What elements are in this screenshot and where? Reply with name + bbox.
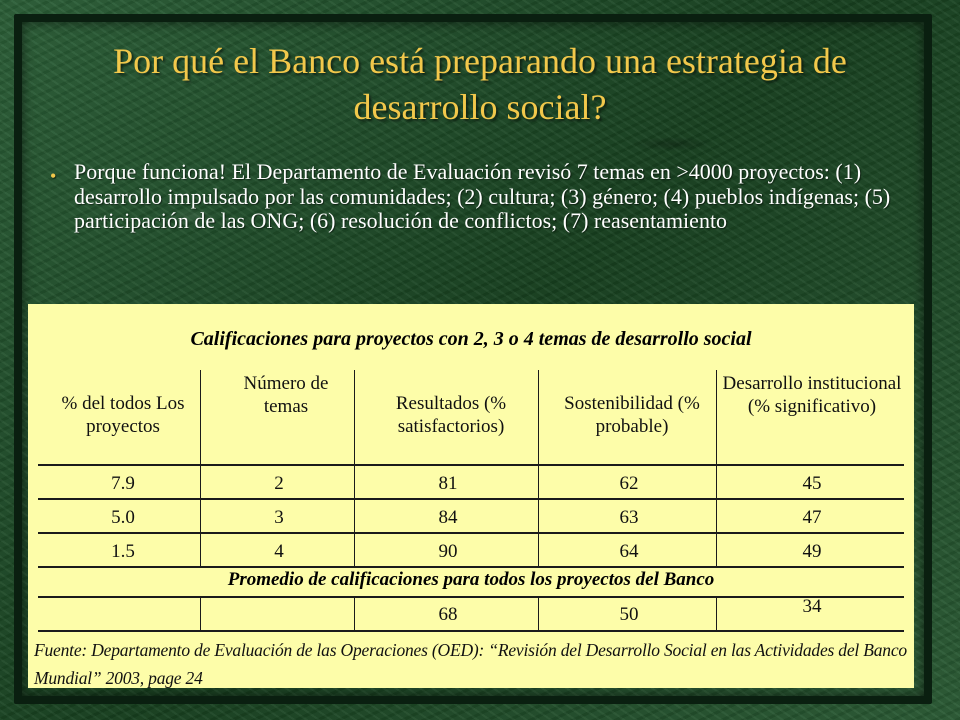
average-cell: 34 xyxy=(802,596,822,617)
table-cell: 90 xyxy=(438,541,458,562)
header-sustainability: Sostenibilidad (% probable) xyxy=(564,393,700,437)
table-cell: 47 xyxy=(802,507,822,528)
row-divider xyxy=(38,464,904,466)
row-divider xyxy=(38,532,904,534)
ratings-table xyxy=(28,304,914,688)
table-title: Calificaciones para proyectos con 2, 3 o 4 temas de desarrollo social xyxy=(190,328,752,350)
table-cell: 81 xyxy=(438,473,458,494)
slide-title: Por qué el Banco está preparando una estrategia de desarrollo social? xyxy=(113,41,847,127)
col-divider xyxy=(716,464,717,568)
table-cell: 2 xyxy=(274,473,284,494)
table-cell: 3 xyxy=(274,507,284,528)
table-cell: 45 xyxy=(802,473,822,494)
table-cell: 84 xyxy=(438,507,458,528)
header-num-themes: Número de temas xyxy=(243,373,329,417)
bullet-text: Porque funciona! El Departamento de Evaluación revisó 7 temas en >4000 proyectos: (1) desarrollo impulsado por las comunidades; (2) cultura; (3) género; (4) pueblos indígenas; (5) participación de las ONG; (6) resolución de conflictos; (7) reasentamiento xyxy=(74,159,891,233)
table-cell: 63 xyxy=(619,507,639,528)
average-cell: 68 xyxy=(438,604,458,625)
header-institutional: Desarrollo institucional (% significativo) xyxy=(722,373,902,417)
source-note: Fuente: Departamento de Evaluación de las Operaciones (OED): “Revisión del Desarrollo Social en las Actividades del Banco Mundial” 2003, page 24 xyxy=(34,640,907,688)
row-divider xyxy=(38,630,904,632)
header-divider xyxy=(716,370,717,466)
bullet-dot-icon: • xyxy=(50,166,57,186)
col-divider xyxy=(200,464,201,568)
header-divider xyxy=(354,370,355,466)
bullet-item xyxy=(50,160,910,234)
header-divider xyxy=(200,370,201,466)
average-cell: 50 xyxy=(619,604,639,625)
header-results: Resultados (% satisfactorios) xyxy=(395,393,507,437)
table-cell: 4 xyxy=(274,541,284,562)
table-cell: 49 xyxy=(802,541,822,562)
table-cell: 5.0 xyxy=(111,507,135,528)
header-pct-projects: % del todos Los proyectos xyxy=(61,393,185,437)
col-divider xyxy=(538,596,539,632)
table-cell: 64 xyxy=(619,541,639,562)
col-divider xyxy=(716,596,717,632)
row-divider xyxy=(38,498,904,500)
col-divider xyxy=(354,596,355,632)
header-divider xyxy=(538,370,539,466)
col-divider xyxy=(538,464,539,568)
table-cell: 7.9 xyxy=(111,473,135,494)
average-title: Promedio de calificaciones para todos los proyectos del Banco xyxy=(227,569,715,590)
table-cell: 62 xyxy=(619,473,639,494)
table-cell: 1.5 xyxy=(111,541,135,562)
col-divider xyxy=(200,596,201,632)
col-divider xyxy=(354,464,355,568)
row-divider xyxy=(38,566,904,568)
